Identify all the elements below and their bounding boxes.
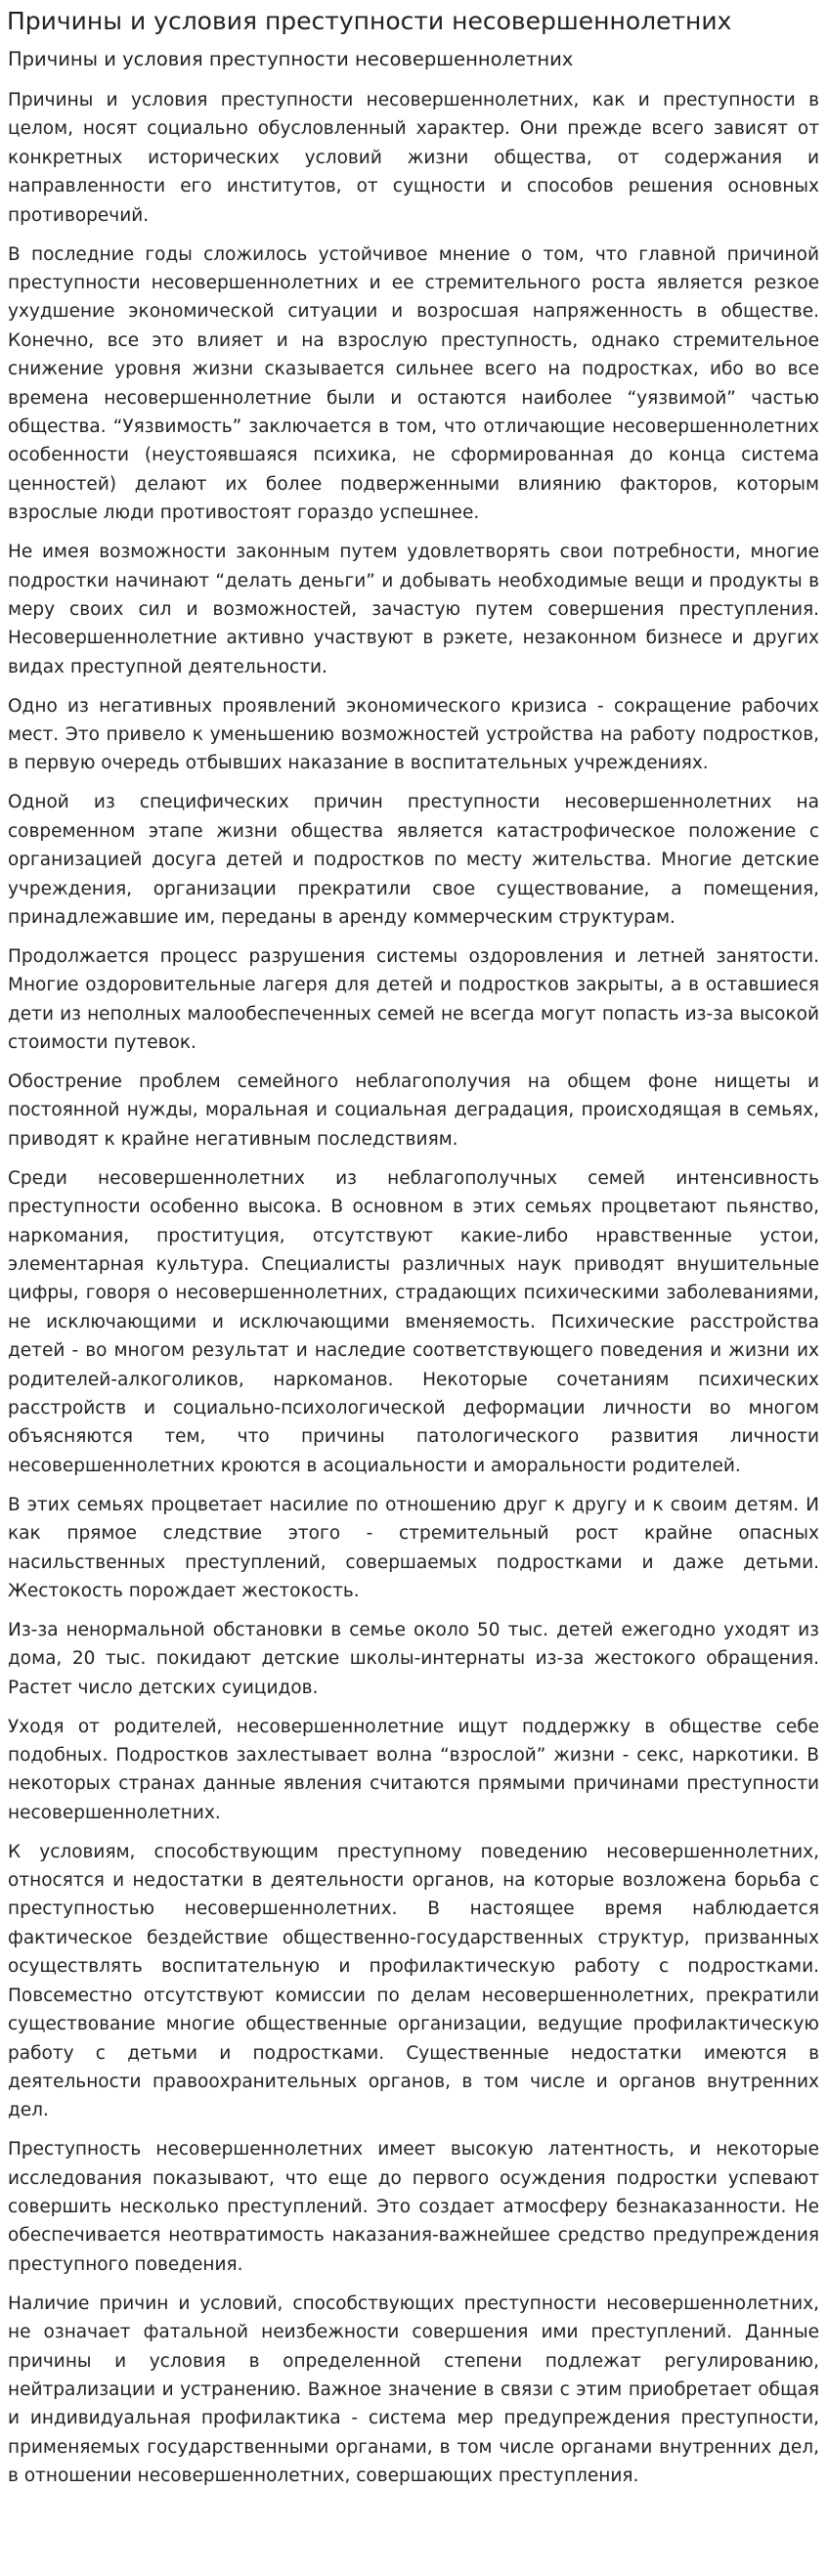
paragraph: Уходя от родителей, несовершеннолетние ищут поддержку в обществе себе подобных. Подростков захлестывает волна “взрослой” жизни - секс, наркотики. В некоторых странах данные явления считаются прямыми причинами преступности несовершеннолетних. (8, 1716, 819, 1823)
paragraph: Наличие причин и условий, способствующих преступности несовершеннолетних, не означает фатальной неизбежности совершения ими преступлений. Данные причины и условия в определенной степени подлежат регулированию, нейтрализации и устранению. Важное значение в связи с этим приобретает общая и индивидуальная профилактика - система мер предупреждения преступности, применяемых государственными органами, в том числе органами внутренних дел, в отношении несовершеннолетних, совершающих преступления. (8, 2292, 819, 2487)
article-subtitle: Причины и условия преступности несовершеннолетних (8, 48, 574, 70)
page-title: Причины и условия преступности несовершеннолетних (7, 7, 732, 35)
paragraph: Обострение проблем семейного неблагополучия на общем фоне нищеты и постоянной нужды, моральная и социальная деградация, происходящая в семьях, приводят к крайне негативным последствиям. (8, 1071, 819, 1150)
paragraph: Среди несовершеннолетних из неблагополучных семей интенсивность преступности особенно высока. В основном в этих семьях процветают пьянство, наркомания, проституция, отсутствуют какие-либо нравственные устои, элементарная культура. Специалисты различных наук приводят внушительные цифры, говоря о несовершеннолетних, страдающих психическими заболеваниями, не исключающими и исключающими вменяемость. Психические расстройства детей - во многом результат и наследие соответствующего поведения и жизни их родителей-алкоголиков, наркоманов. Некоторые сочетаниям психических расстройств и социально-психологической деформации личности во многом объясняются тем, что причины патологического развития личности несовершеннолетних кроются в асоциальности и аморальности родителей. (8, 1167, 819, 1476)
paragraph: В этих семьях процветает насилие по отношению друг к другу и к своим детям. И как прямое следствие этого - стремительный рост крайне опасных насильственных преступлений, совершаемых подростками и даже детьми. Жестокость порождает жестокость. (8, 1494, 819, 1601)
paragraph: Продолжается процесс разрушения системы оздоровления и летней занятости. Многие оздоровительные лагеря для детей и подростков закрыты, а в оставшиеся дети из неполных малообеспеченных семей не всегда могут попасть из-за высокой стоимости путевок. (8, 945, 819, 1054)
paragraph: Одной из специфических причин преступности несовершеннолетних на современном этапе жизни общества является катастрофическое положение с организацией досуга детей и подростков по месту жительства. Многие детские учреждения, организации прекратили свое существование, а помещения, принадлежавшие им, переданы в аренду коммерческим структурам. (8, 792, 819, 928)
paragraph: Одно из негативных проявлений экономического кризиса - сокращение рабочих мест. Это привело к уменьшению возможностей устройства на работу подростков, в первую очередь отбывших наказание в воспитательных учреждениях. (8, 695, 819, 774)
paragraph: Не имея возможности законным путем удовлетворять свои потребности, многие подростки начинают “делать деньги” и добывать необходимые вещи и продукты в меру своих сил и возможностей, зачастую путем совершения преступления. Несовершеннолетние активно участвуют в рэкете, незаконном бизнесе и других видах преступной деятельности. (8, 542, 819, 677)
paragraph: Преступность несовершеннолетних имеет высокую латентность, и некоторые исследования показывают, что еще до первого осуждения подростки успевают совершить несколько преступлений. Это создает атмосферу безнаказанности. Не обеспечивается неотвратимость наказания-важнейшее средство предупреждения преступного поведения. (8, 2139, 819, 2275)
paragraph: Причины и условия преступности несовершеннолетних, как и преступности в целом, носят социально обусловленный характер. Они прежде всего зависят от конкретных исторических условий жизни общества, от содержания и направленности его институтов, от сущности и способов решения основных противоречий. (8, 90, 819, 226)
article-body (0, 86, 828, 2491)
paragraph: Из-за ненормальной обстановки в семье около 50 тыс. детей ежегодно уходят из дома, 20 тыс. покидают детские школы-интернаты из-за жестокого обращения. Растет число детских суицидов. (8, 1619, 819, 1698)
paragraph: К условиям, способствующим преступному поведению несовершеннолетних, относятся и недостатки в деятельности органов, на которые возложена борьба с преступностью несовершеннолетних. В настоящее время наблюдается фактическое бездействие общественно-государственных структур, призванных осуществлять воспитательную и профилактическую работу с подростками. Повсеместно отсутствуют комиссии по делам несовершеннолетних, прекратили существование многие общественные организации, ведущие профилактическую работу с детьми и подростками. Существенные недостатки имеются в деятельности правоохранительных органов, в том числе и органов внутренних дел. (8, 1841, 819, 2121)
paragraph: В последние годы сложилось устойчивое мнение о том, что главной причиной преступности несовершеннолетних и ее стремительного роста является резкое ухудшение экономической ситуации и возросшая напряженность в обществе. Конечно, все это влияет и на взрослую преступность, однако стремительное снижение уровня жизни сказывается сильнее всего на подростках, ибо во все времена несовершеннолетние были и остаются наиболее “уязвимой” частью общества. “Уязвимость” заключается в том, что отличающие несовершеннолетних особенности (неустоявшаяся психика, не сформированная до конца система ценностей) делают их более подверженными влиянию факторов, которым взрослые люди противостоят гораздо успешнее. (8, 243, 819, 524)
